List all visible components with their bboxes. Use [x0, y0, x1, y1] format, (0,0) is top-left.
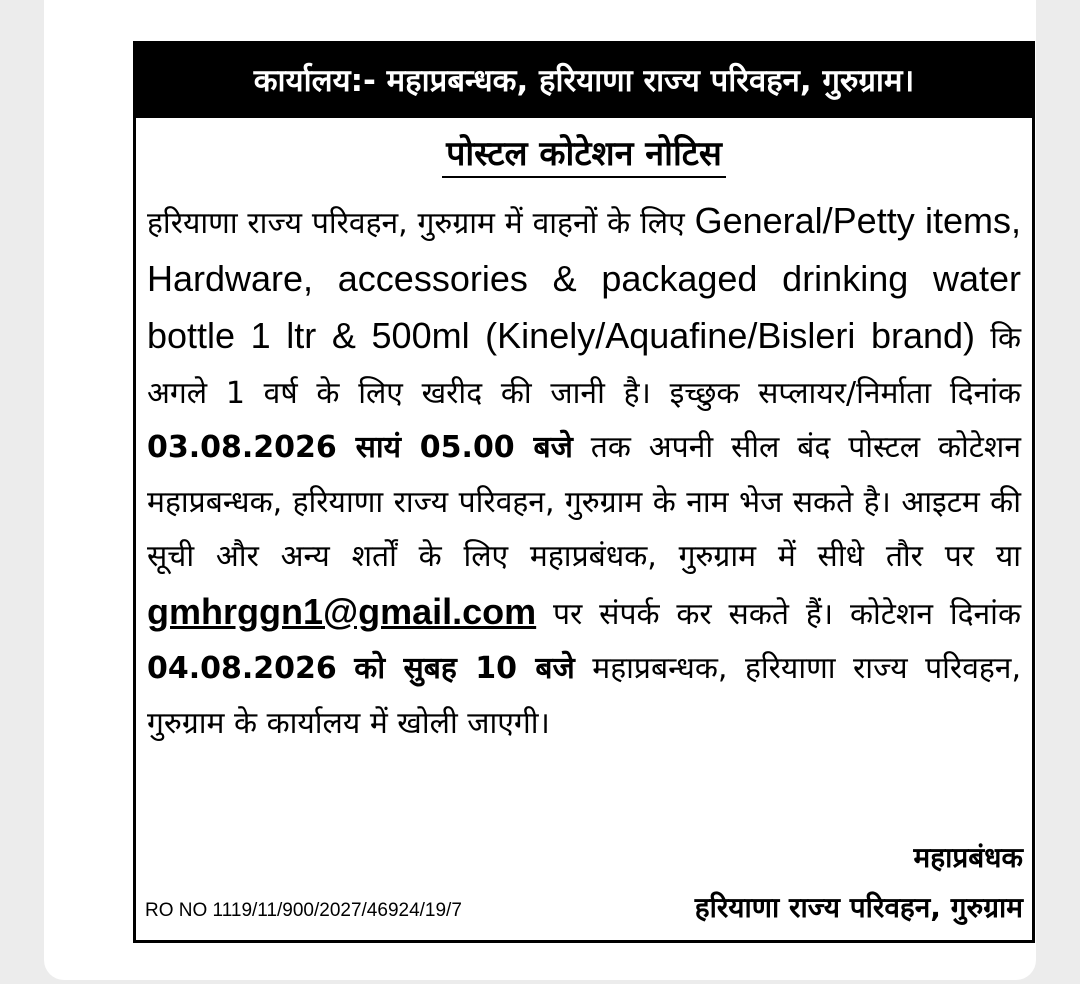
body-part-1: हरियाणा राज्य परिवहन, गुरुग्राम में वाहनों के लिए	[147, 206, 685, 241]
notice-title: पोस्टल कोटेशन नोटिस	[442, 132, 726, 178]
body-part-3: तक अपनी सील बंद पोस्टल कोटेशन महाप्रबन्धक, हरियाणा राज्य परिवहन, गुरुग्राम के नाम भेज सकते है। आइटम की सूची और अन्य शर्तों के लिए महाप्रबंधक, गुरुग्राम में सीधे तौर पर या	[147, 430, 1021, 574]
submission-deadline: 03.08.2026 सायं 05.00 बजे	[147, 430, 573, 465]
body-part-2: कि अगले 1 वर्ष के लिए खरीद की जानी है। इच्छुक सप्लायर/निर्माता दिनांक	[147, 321, 1022, 411]
title-wrap	[136, 132, 1032, 178]
body-part-5: महाप्रबन्धक, हरियाणा राज्य परिवहन, गुरुग्राम के कार्यालय में खोली जाएगी।	[147, 651, 1021, 741]
notice-body	[147, 194, 1021, 751]
office-header: कार्यालय:- महाप्रबन्धक, हरियाणा राज्य परिवहन, गुरुग्राम।	[136, 44, 1032, 118]
signatory-designation: महाप्रबंधक	[913, 841, 1023, 874]
opening-date: 04.08.2026	[147, 651, 337, 686]
page-sheet	[44, 0, 1036, 980]
opening-time: को सुबह 10 बजे	[354, 651, 575, 686]
body-part-4: पर संपर्क कर सकते हैं। कोटेशन दिनांक	[553, 596, 1021, 632]
ro-number: RO NO 1119/11/900/2027/46924/19/7	[145, 900, 462, 921]
signatory-organization: हरियाणा राज्य परिवहन, गुरुग्राम	[694, 891, 1023, 924]
items-description: General/Petty items, Hardware, accessories & packaged drinking water bottle 1 ltr & 500ml (Kinely/Aquafine/Bisleri brand)	[147, 200, 1021, 356]
notice-box	[133, 41, 1035, 943]
contact-email[interactable]: gmhrggn1@gmail.com	[147, 590, 537, 632]
